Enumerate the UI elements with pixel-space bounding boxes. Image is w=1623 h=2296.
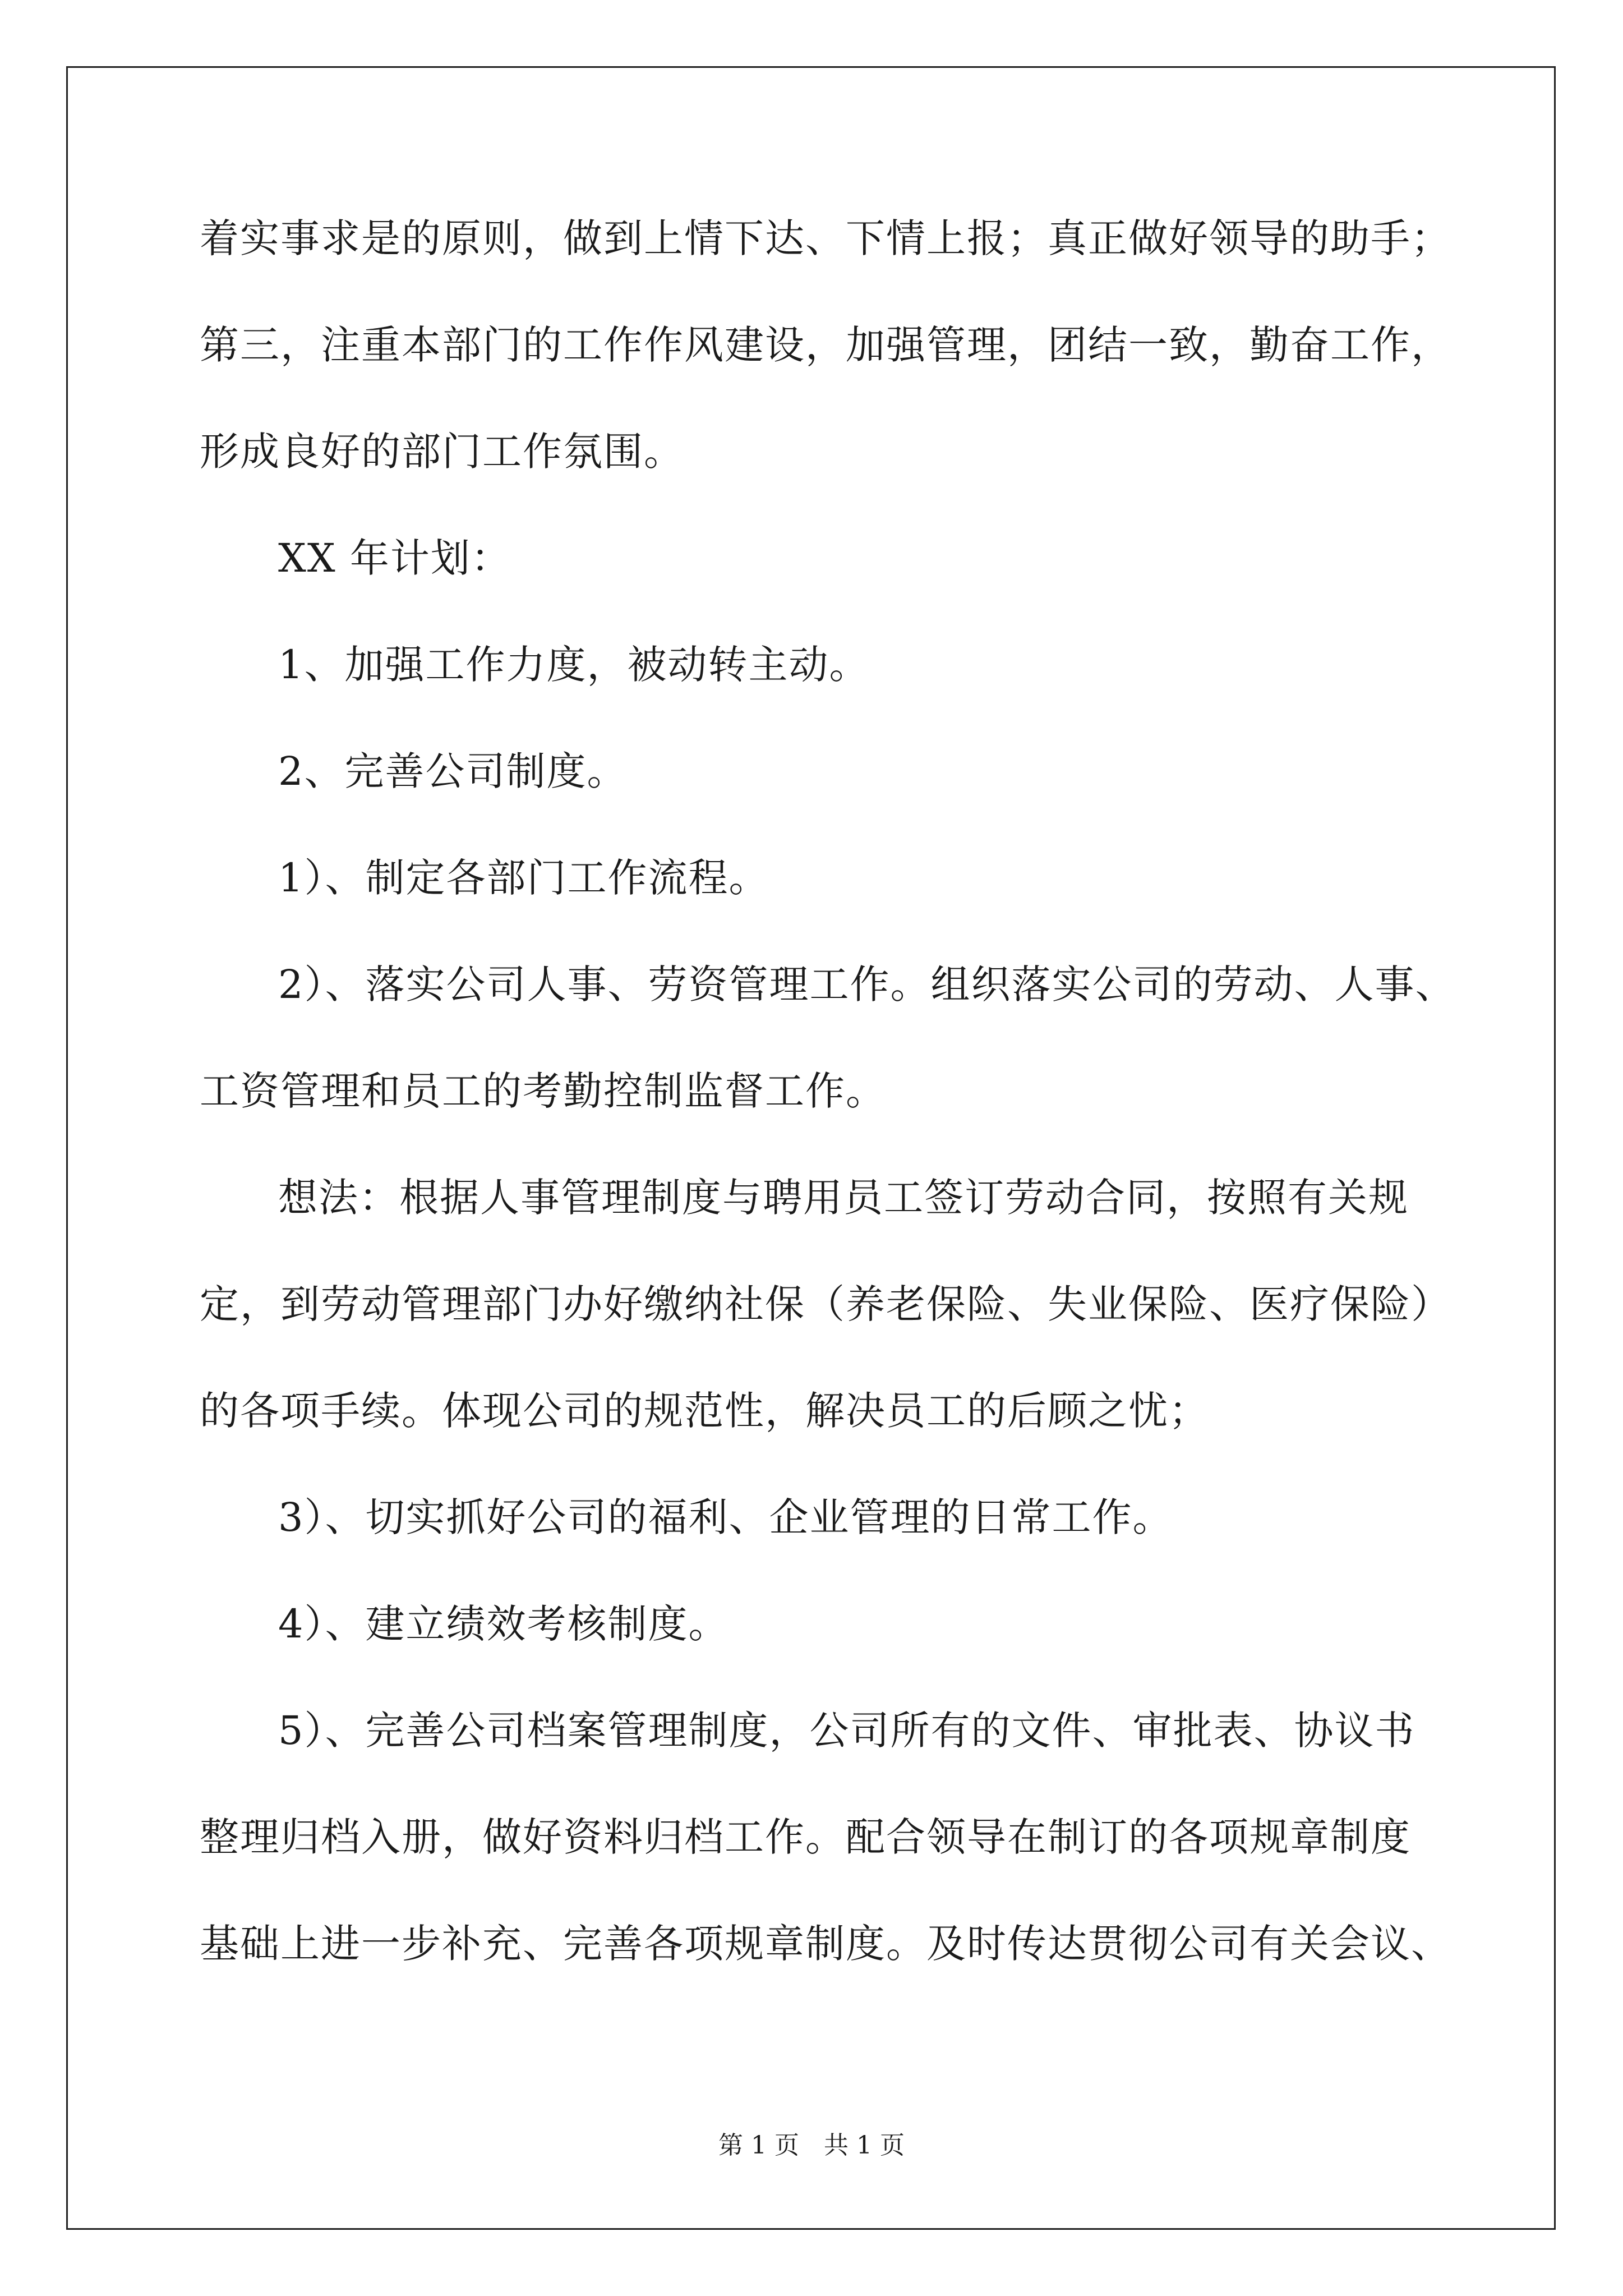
text-line: 1）、制定各部门工作流程。 (278, 855, 769, 901)
text-line: 3）、切实抓好公司的福利、企业管理的日常工作。 (278, 1494, 1173, 1540)
text-line: 工资管理和员工的考勤控制监督工作。 (200, 1068, 886, 1114)
text-line: 4）、建立绩效考核制度。 (278, 1601, 729, 1647)
text-line: 5）、完善公司档案管理制度，公司所有的文件、审批表、协议书 (278, 1708, 1415, 1754)
page-border (66, 66, 1556, 2230)
text-line: 的各项手续。体现公司的规范性，解决员工的后顾之忧； (200, 1388, 1209, 1434)
text-line: 着实事求是的原则，做到上情下达、下情上报；真正做好领导的助手； (200, 215, 1451, 261)
page-number-footer: 第 1 页 共 1 页 (718, 2131, 905, 2160)
text-line: 想法：根据人事管理制度与聘用员工签订劳动合同，按照有关规 (278, 1175, 1409, 1221)
text-line: XX 年计划： (278, 535, 511, 581)
text-line: 2）、落实公司人事、劳资管理工作。组织落实公司的劳动、人事、 (278, 961, 1456, 1007)
text-line: 定，到劳动管理部门办好缴纳社保（养老保险、失业保险、医疗保险） (200, 1281, 1451, 1327)
text-line: 整理归档入册，做好资料归档工作。配合领导在制订的各项规章制度 (200, 1814, 1411, 1860)
text-line: 形成良好的部门工作氛围。 (200, 429, 684, 475)
text-line: 1、加强工作力度，被动转主动。 (278, 642, 870, 688)
text-line: 基础上进一步补充、完善各项规章制度。及时传达贯彻公司有关会议、 (200, 1921, 1451, 1967)
text-line: 2、完善公司制度。 (278, 748, 628, 794)
text-line: 第三，注重本部门的工作作风建设，加强管理，团结一致，勤奋工作， (200, 322, 1451, 368)
